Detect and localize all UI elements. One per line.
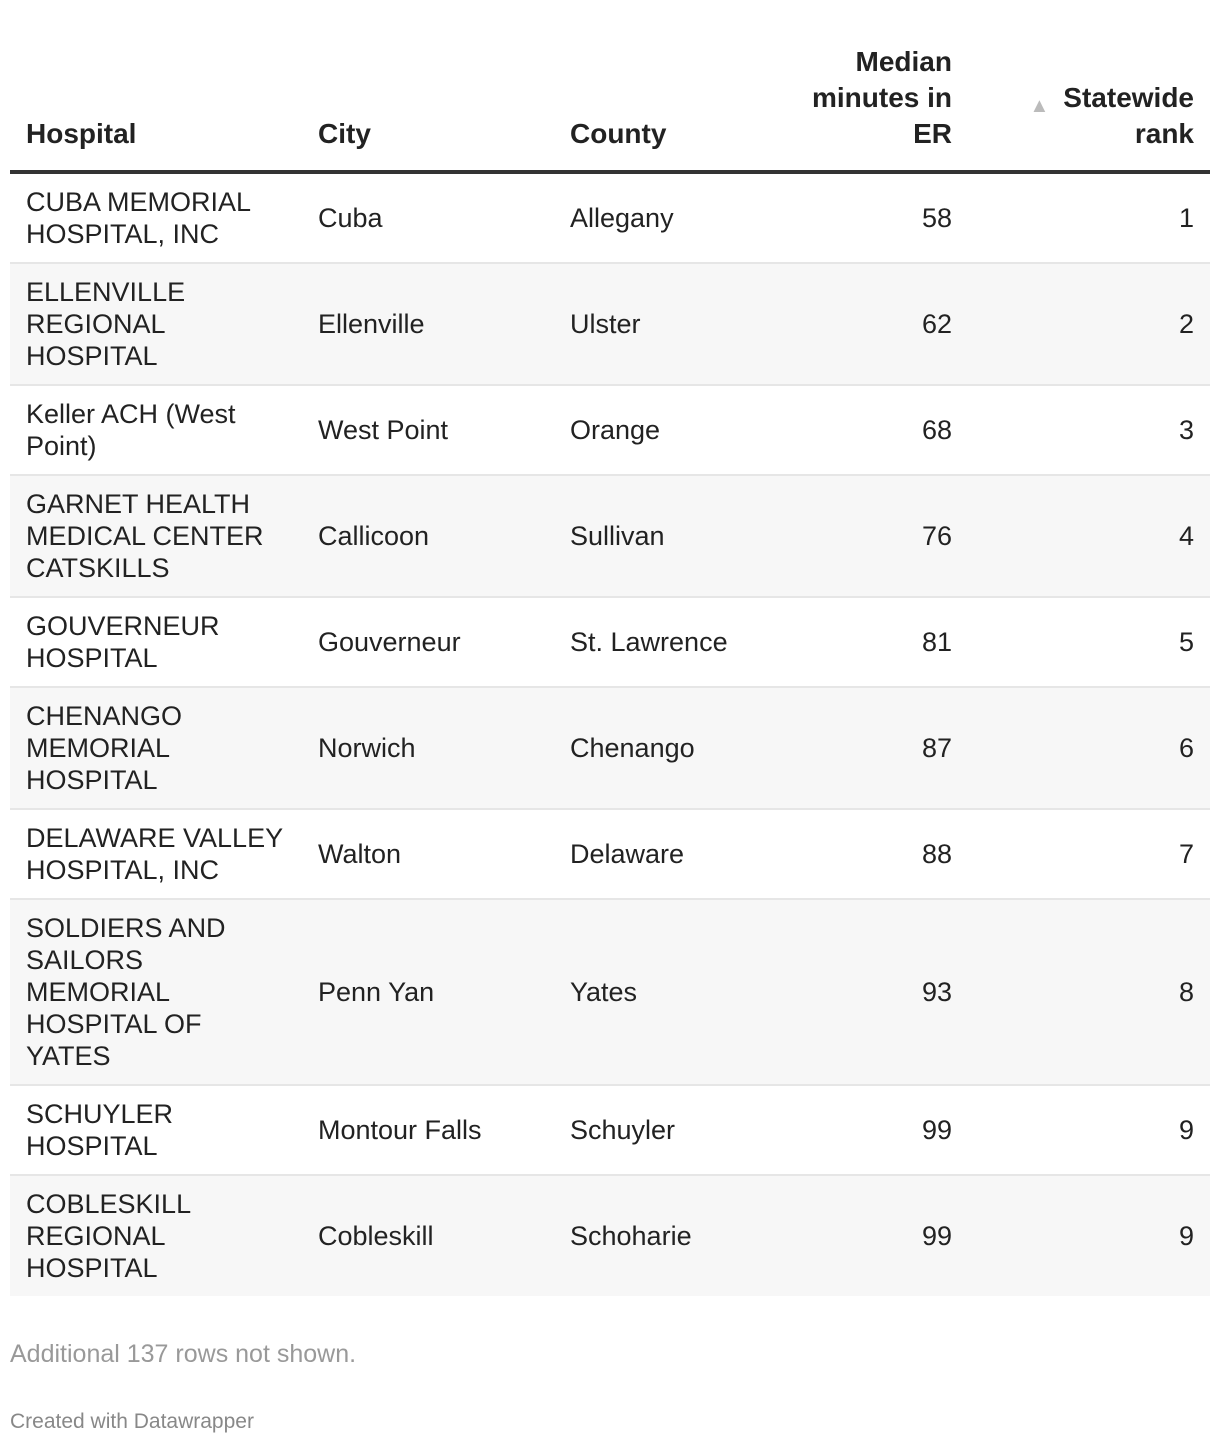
table-row (10, 475, 1210, 597)
cell-city: Ellenville (302, 263, 554, 385)
cell-county: Sullivan (554, 475, 782, 597)
column-header-median-minutes[interactable]: Median minutes in ER (782, 0, 968, 172)
cell-county: Schuyler (554, 1085, 782, 1175)
cell-median-minutes: 68 (782, 385, 968, 475)
cell-county: Yates (554, 899, 782, 1085)
cell-city: Norwich (302, 687, 554, 809)
cell-county: Chenango (554, 687, 782, 809)
cell-city: Gouverneur (302, 597, 554, 687)
column-header-city[interactable]: City (302, 0, 554, 172)
table-row (10, 385, 1210, 475)
cell-statewide-rank: 7 (968, 809, 1210, 899)
cell-statewide-rank: 1 (968, 172, 1210, 263)
cell-median-minutes: 81 (782, 597, 968, 687)
table-row (10, 809, 1210, 899)
cell-hospital: GOUVERNEUR HOSPITAL (10, 597, 302, 687)
cell-hospital: CHENANGO MEMORIAL HOSPITAL (10, 687, 302, 809)
table-row (10, 899, 1210, 1085)
cell-statewide-rank: 2 (968, 263, 1210, 385)
cell-median-minutes: 58 (782, 172, 968, 263)
cell-median-minutes: 87 (782, 687, 968, 809)
cell-city: West Point (302, 385, 554, 475)
cell-city: Montour Falls (302, 1085, 554, 1175)
sort-ascending-icon: ▲ (1029, 95, 1050, 117)
cell-city: Penn Yan (302, 899, 554, 1085)
data-table-container (10, 0, 1210, 1296)
cell-hospital: ELLENVILLE REGIONAL HOSPITAL (10, 263, 302, 385)
datawrapper-credit[interactable]: Created with Datawrapper (10, 1410, 254, 1433)
cell-statewide-rank: 9 (968, 1085, 1210, 1175)
cell-city: Callicoon (302, 475, 554, 597)
cell-hospital: DELAWARE VALLEY HOSPITAL, INC (10, 809, 302, 899)
cell-hospital: SCHUYLER HOSPITAL (10, 1085, 302, 1175)
cell-hospital: Keller ACH (West Point) (10, 385, 302, 475)
cell-median-minutes: 62 (782, 263, 968, 385)
cell-county: Schoharie (554, 1175, 782, 1296)
cell-statewide-rank: 8 (968, 899, 1210, 1085)
cell-median-minutes: 76 (782, 475, 968, 597)
cell-city: Cobleskill (302, 1175, 554, 1296)
table-row (10, 263, 1210, 385)
cell-median-minutes: 99 (782, 1175, 968, 1296)
cell-statewide-rank: 6 (968, 687, 1210, 809)
cell-county: Orange (554, 385, 782, 475)
column-header-statewide-rank-label: Statewide rank (1063, 82, 1194, 149)
column-header-hospital[interactable]: Hospital (10, 0, 302, 172)
table-row (10, 1175, 1210, 1296)
cell-median-minutes: 99 (782, 1085, 968, 1175)
cell-statewide-rank: 3 (968, 385, 1210, 475)
table-row (10, 172, 1210, 263)
cell-hospital: SOLDIERS AND SAILORS MEMORIAL HOSPITAL OF YATES (10, 899, 302, 1085)
table-header (10, 0, 1210, 172)
column-header-statewide-rank[interactable] (968, 0, 1210, 172)
column-header-county[interactable]: County (554, 0, 782, 172)
cell-hospital: COBLESKILL REGIONAL HOSPITAL (10, 1175, 302, 1296)
cell-statewide-rank: 5 (968, 597, 1210, 687)
table-body (10, 172, 1210, 1296)
cell-hospital: GARNET HEALTH MEDICAL CENTER CATSKILLS (10, 475, 302, 597)
cell-statewide-rank: 9 (968, 1175, 1210, 1296)
cell-county: St. Lawrence (554, 597, 782, 687)
cell-hospital: CUBA MEMORIAL HOSPITAL, INC (10, 172, 302, 263)
cell-city: Walton (302, 809, 554, 899)
cell-county: Ulster (554, 263, 782, 385)
cell-median-minutes: 93 (782, 899, 968, 1085)
hospital-er-table (10, 0, 1210, 1296)
cell-median-minutes: 88 (782, 809, 968, 899)
table-row (10, 1085, 1210, 1175)
table-row (10, 687, 1210, 809)
cell-county: Delaware (554, 809, 782, 899)
cell-city: Cuba (302, 172, 554, 263)
rows-not-shown-note: Additional 137 rows not shown. (10, 1340, 357, 1368)
table-row (10, 597, 1210, 687)
cell-statewide-rank: 4 (968, 475, 1210, 597)
cell-county: Allegany (554, 172, 782, 263)
